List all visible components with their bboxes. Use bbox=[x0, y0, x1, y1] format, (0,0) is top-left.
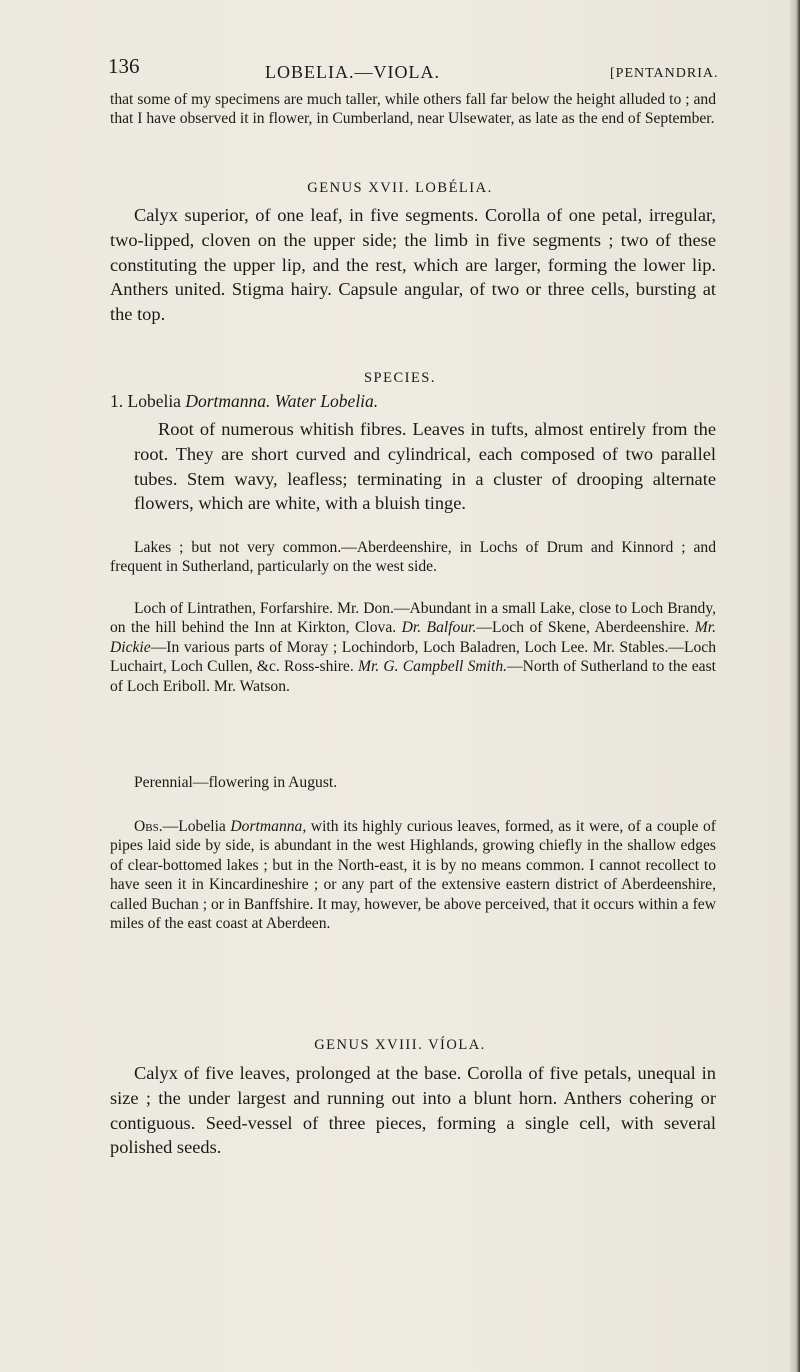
species-number: 1. bbox=[110, 391, 124, 411]
obs-text: with its highly curious leaves, formed, as it were, of a couple of pipes laid side by side, is abundant in the west Highlands, growing chiefly in the shallow edges of clear-bottomed lakes ; but in the North-east, it is by no means common. I cannot recollect to have seen it in Kincardineshire ; or any part of the extensive eastern district of Aberdeenshire, called Buchan ; or in Banffshire. It may, however, be above perceived, that it occurs within a few miles of the east coast at Aberdeen. bbox=[110, 818, 716, 933]
page-header bbox=[108, 54, 719, 88]
habitat-text-1: Loch of Lintrathen, Forfarshire. Mr. Don.—Abundant in a small Lake, close to Loch Brandy, on the hill behind the Inn at Kirkton, Clova. bbox=[110, 600, 716, 637]
running-title: LOBELIA.—VIOLA. bbox=[265, 62, 440, 82]
obs-lead: —Lobelia bbox=[162, 818, 231, 835]
page-edge bbox=[790, 0, 800, 1372]
genus-17-description: Calyx superior, of one leaf, in five segments. Corolla of one petal, irregular, two-lipped, cloven on the upper side; the limb in five segments ; two of these constituting the upper lip, and the rest, which are larger, forming the lower lip. Anthers united. Stigma hairy. Capsule angular, of two or three cells, bursting at the top. bbox=[110, 205, 716, 325]
species-1-description: Root of numerous whitish fibres. Leaves in tufts, almost entirely from the root. They are short curved and cylindrical, each composed of two parallel tubes. Stem wavy, leafless; terminating in a cluster of drooping alternate flowers, which are white, with a bluish tinge. bbox=[134, 419, 716, 514]
habitat-paragraph-1: Lakes ; but not very common.—Aberdeenshire, in Lochs of Drum and Kinnord ; and frequent in Sutherland, particularly on the west side. bbox=[110, 539, 716, 576]
obs-latin: Dortmanna, bbox=[230, 818, 307, 835]
habitat-authority-dickie: Mr. Dickie bbox=[110, 619, 717, 656]
opening-paragraph: that some of my specimens are much taller, while others fall far below the height alluded to ; and that I have observed it in flower, in Cumberland, near Ulsewater, as late as the end of September. bbox=[110, 91, 716, 128]
obs-label: Obs. bbox=[134, 818, 163, 835]
genus-17-heading: GENUS XVII. LOBÉLIA. bbox=[307, 180, 493, 196]
section-title: [PENTANDRIA. bbox=[610, 66, 719, 81]
habitat-text-4: —North of Sutherland to the east of Loch Eriboll. Mr. Watson. bbox=[110, 658, 716, 695]
observation-paragraph bbox=[110, 817, 716, 933]
genus-18-description: Calyx of five leaves, prolonged at the base. Corolla of five petals, unequal in size ; the under largest and running out into a blunt horn. Anthers cohering or contiguous. Seed-vessel of three pieces, forming a single cell, with several polished seeds. bbox=[110, 1063, 716, 1158]
species-latin-name: Dortmanna. bbox=[185, 391, 271, 411]
habitat-authority-campbell: Mr. G. Campbell Smith. bbox=[357, 658, 508, 676]
species-genus-name: Lobelia bbox=[127, 391, 181, 411]
page-number: 136 bbox=[108, 54, 140, 78]
flowering-note: Perennial—flowering in August. bbox=[134, 774, 338, 791]
habitat-paragraph-2 bbox=[110, 599, 716, 696]
species-common-name: Water Lobelia. bbox=[274, 391, 379, 411]
habitat-text-2: —Loch of Skene, Aberdeenshire. bbox=[476, 619, 695, 637]
genus-18-heading: GENUS XVIII. VÍOLA. bbox=[314, 1037, 486, 1053]
species-heading: SPECIES. bbox=[363, 370, 437, 386]
species-1-title bbox=[110, 391, 716, 412]
habitat-text-3: —In various parts of Moray ; Lochindorb, Loch Baladren, Loch Lee. Mr. Stables.—Loch Luchairt, Loch Cullen, &c. Ross-shire. bbox=[110, 638, 716, 676]
habitat-authority-balfour: Dr. Balfour. bbox=[401, 619, 477, 637]
